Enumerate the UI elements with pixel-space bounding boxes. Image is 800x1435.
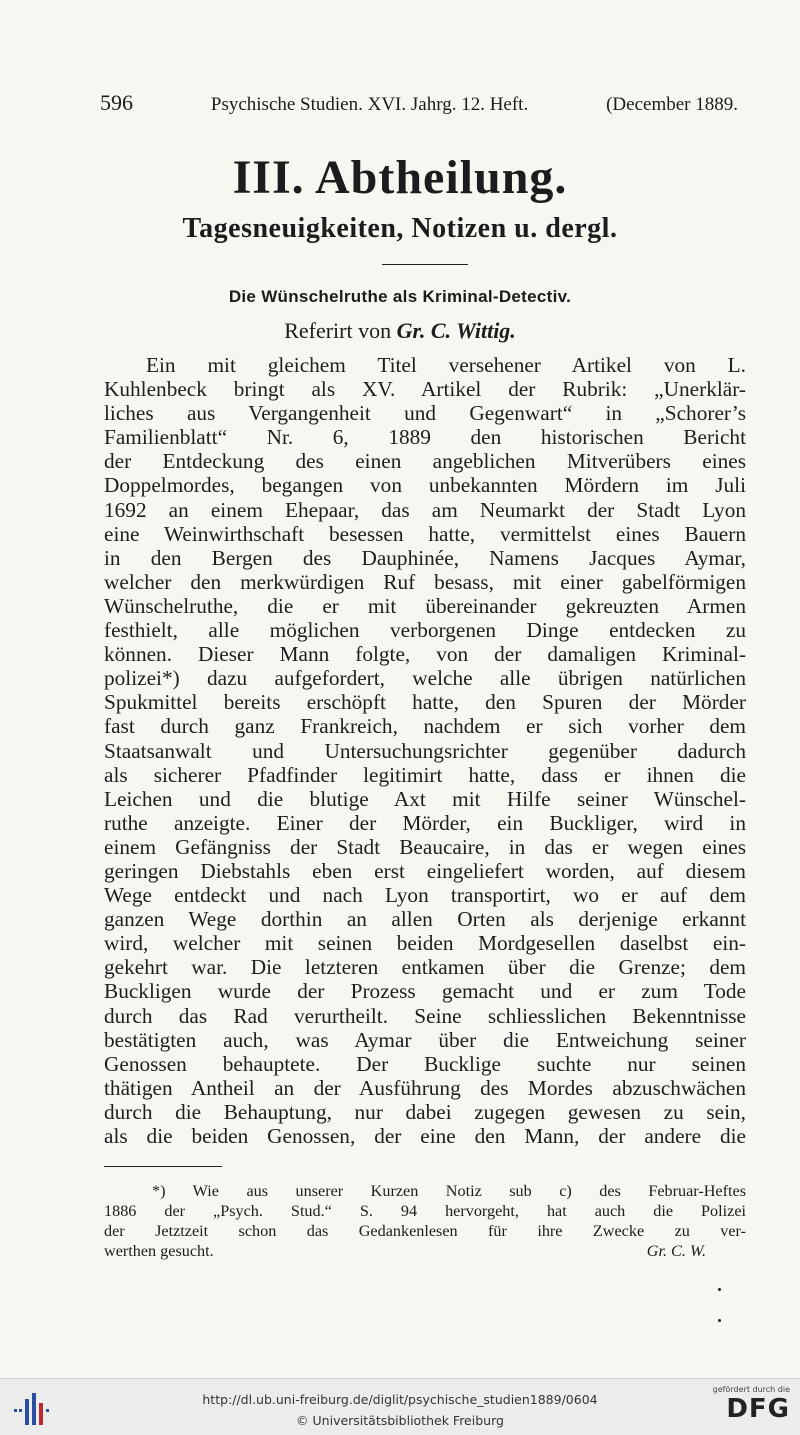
body-line: wird, welcher mit seinen beiden Mordgesellen daselbst ein-	[104, 931, 746, 956]
body-line: geringen Diebstahls eben erst eingeliefert worden, auf diesem	[104, 858, 746, 883]
footnote-line: der Jetztzeit schon das Gedankenlesen für ihre Zwecke zu ver-	[104, 1222, 746, 1240]
body-line: welcher den merkwürdigen Ruf besass, mit einer gabelförmigen	[104, 569, 746, 594]
section-subtitle: Tagesneuigkeiten, Notizen u. dergl.	[182, 213, 618, 244]
footnote	[104, 1181, 746, 1261]
byline-prefix: Referirt von	[284, 318, 392, 343]
body-line: Doppelmordes, begangen von unbekannten Mördern im Juli	[104, 473, 746, 498]
dfg-logo[interactable]	[702, 1385, 790, 1431]
body-line: fast durch ganz Frankreich, nachdem er sich vorher dem	[104, 714, 746, 739]
document-url[interactable]: http://dl.ub.uni-freiburg.de/diglit/psychische_studien1889/0604	[202, 1392, 598, 1407]
body-line: 1692 an einem Ehepaar, das am Neumarkt der Stadt Lyon	[104, 497, 746, 522]
running-title: Psychische Studien. XVI. Jahrg. 12. Heft.	[210, 94, 529, 115]
body-line: durch das Rad verurtheilt. Seine schliesslichen Bekenntnisse	[104, 1003, 746, 1028]
body-line: in den Bergen des Dauphinée, Namens Jacques Aymar,	[104, 545, 746, 570]
body-line: bestätigten auch, was Aymar über die Entweichung seiner	[104, 1027, 746, 1052]
body-line: Staatsanwalt und Untersuchungsrichter gegenüber dadurch	[104, 738, 746, 763]
body-line: der Entdeckung des einen angeblichen Mitverübers eines	[104, 449, 746, 474]
article-byline	[0, 318, 800, 344]
byline-author: Gr. C. Wittig.	[396, 318, 516, 343]
body-line: als die beiden Genossen, der eine den Mann, der andere die	[104, 1124, 746, 1148]
footnote-signature: Gr. C. W.	[646, 1242, 706, 1260]
library-footer	[0, 1378, 800, 1435]
body-line: ganzen Wege dorthin an allen Orten als derjenige erkannt	[104, 907, 746, 932]
body-line: können. Dieser Mann folgte, von der damaligen Kriminal-	[104, 642, 746, 667]
body-line: Ein mit gleichem Titel versehener Artikel von L.	[146, 353, 746, 377]
body-line: polizei*) dazu aufgefordert, welche alle übrigen natürlichen	[104, 666, 746, 691]
body-line: Buckligen wurde der Prozess gemacht und er zum Tode	[104, 979, 746, 1004]
body-line: einem Gefängniss der Stadt Beaucaire, in das er wegen eines	[104, 834, 746, 859]
body-line: festhielt, alle möglichen verborgenen Dinge entdecken zu	[104, 618, 746, 643]
title-divider	[382, 264, 468, 265]
body-line: Kuhlenbeck bringt als XV. Artikel der Rubrik: „Unerklär-	[104, 377, 746, 402]
copyright-notice: © Universitätsbibliothek Freiburg	[296, 1413, 504, 1428]
article-title: Die Wünschelruthe als Kriminal-Detectiv.	[228, 287, 572, 306]
dfg-logo-text: DFG	[726, 1394, 790, 1424]
section-title: III. Abtheilung.	[232, 151, 568, 204]
print-mark	[718, 1288, 721, 1291]
body-line: Leichen und die blutige Axt mit Hilfe seiner Wünschel-	[104, 786, 746, 811]
body-line: Genossen behauptete. Der Bucklige suchte nur seinen	[104, 1051, 746, 1076]
body-line: gekehrt war. Die letzteren entkamen über die Grenze; dem	[104, 955, 746, 980]
footnote-line: 1886 der „Psych. Stud.“ S. 94 hervorgeht, hat auch die Polizei	[104, 1202, 746, 1220]
body-line: Spukmittel bereits erschöpft hatte, den Spuren der Mörder	[104, 690, 746, 715]
body-line: ruthe anzeigte. Einer der Mörder, ein Buckliger, wird in	[104, 810, 746, 835]
body-line: Wünschelruthe, die er mit übereinander gekreuzten Armen	[104, 593, 746, 618]
footnote-last-text: werthen gesucht.	[104, 1242, 214, 1260]
issue-date: (December 1889.	[606, 94, 738, 115]
footnote-line: *) Wie aus unserer Kurzen Notiz sub c) des Februar-Heftes	[152, 1182, 746, 1200]
body-line: liches aus Vergangenheit und Gegenwart“ in „Schorer’s	[104, 401, 746, 426]
running-header	[100, 90, 738, 116]
footnote-divider	[104, 1166, 222, 1167]
page-number: 596	[100, 90, 133, 115]
print-mark	[718, 1319, 721, 1322]
body-line: thätigen Antheil an der Ausführung des Mordes abzuschwächen	[104, 1075, 746, 1100]
body-line: eine Weinwirthschaft besessen hatte, vermittelst eines Bauern	[104, 521, 746, 546]
body-line: durch die Behauptung, nur dabei zugegen gewesen zu sein,	[104, 1099, 746, 1124]
body-line: Wege entdeckt und nach Lyon transportirt, wo er auf dem	[104, 883, 746, 908]
body-line: Familienblatt“ Nr. 6, 1889 den historischen Bericht	[104, 425, 746, 450]
article-body	[104, 353, 746, 1148]
dfg-caption: gefördert durch die	[712, 1385, 790, 1394]
body-line: als sicherer Pfadfinder legitimirt hatte, dass er ihnen die	[104, 762, 746, 787]
footnote-line-last	[104, 1241, 746, 1261]
